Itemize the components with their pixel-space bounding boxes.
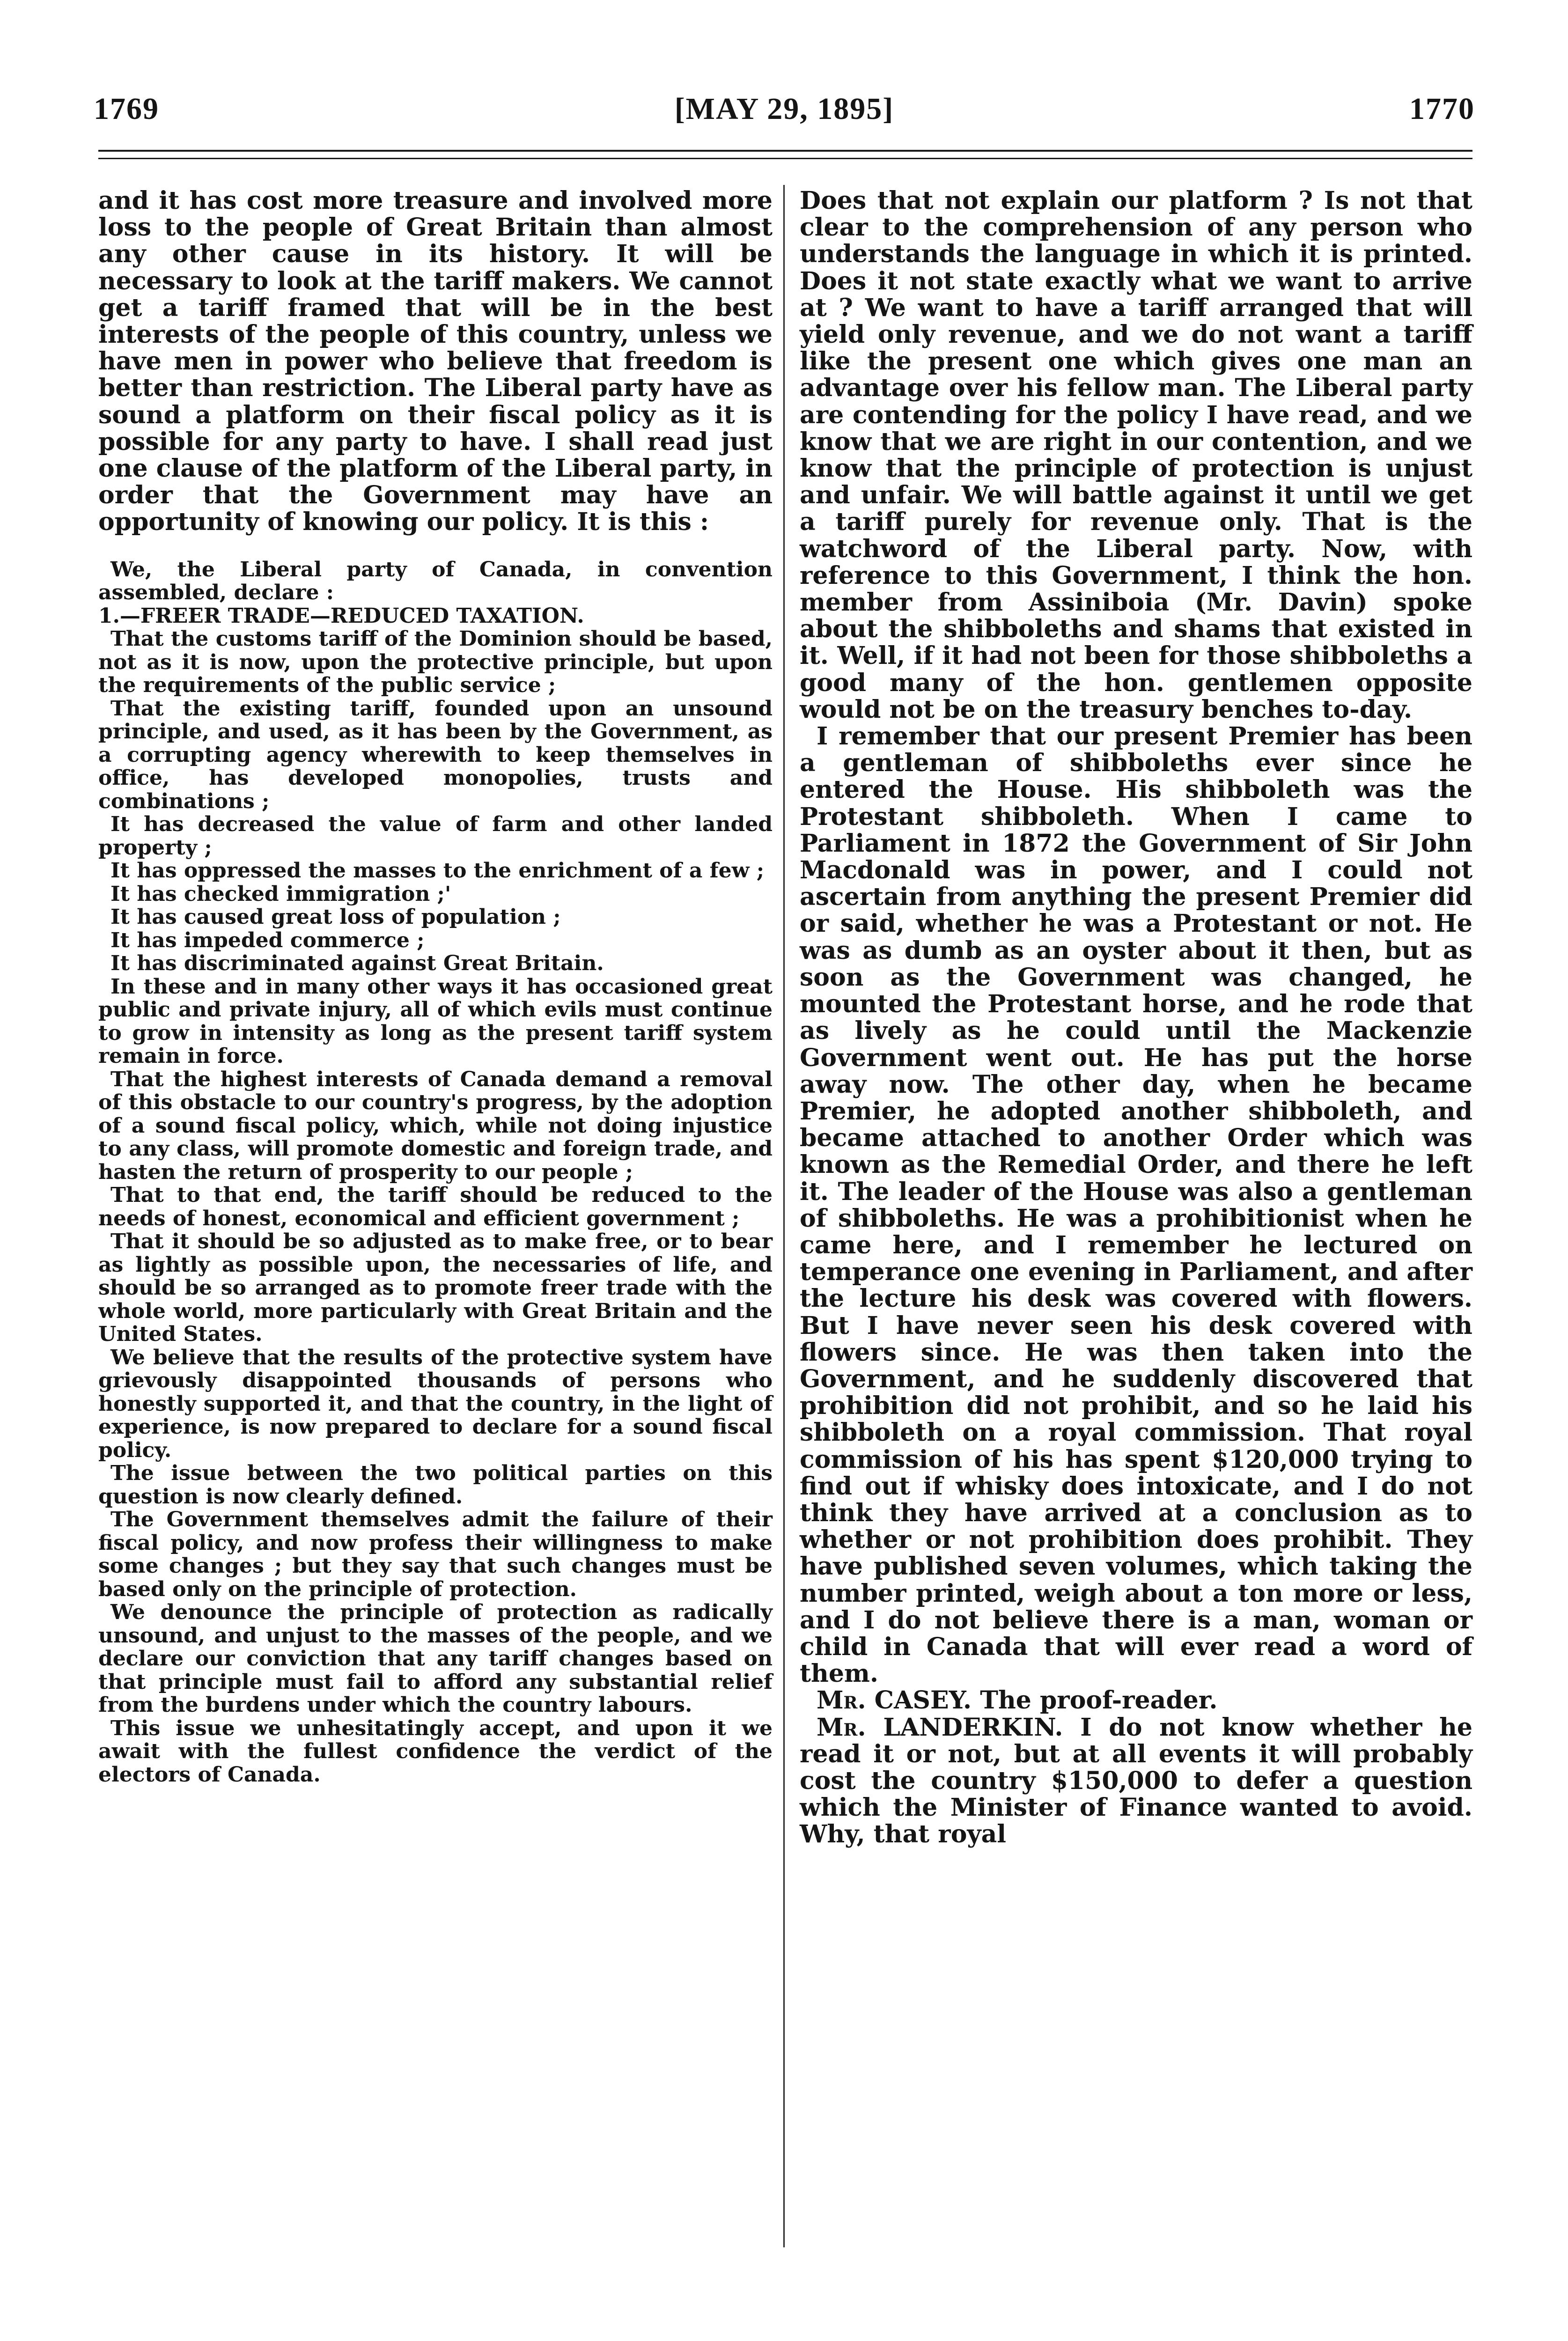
quote-heading: 1.—FREER TRADE—REDUCED TAXATION.: [98, 604, 584, 628]
speaker-name: Mr. CASEY.: [817, 1686, 972, 1715]
liberal-platform-quotation: [98, 558, 773, 1787]
left-column: [98, 187, 773, 1786]
quote-paragraph: We denounce the principle of protection as radically unsound, and unjust to the masses of the people, and we declare our conviction that any tariff changes based on that principle must fail to afford any substantial relief from the burdens under which the country labours.: [98, 1600, 773, 1717]
quote-intro: We, the Liberal party of Canada, in convention assembled, declare :: [98, 557, 773, 605]
speaker-text: The proof-reader.: [980, 1686, 1218, 1715]
quote-paragraph: It has decreased the value of farm and other landed property ;: [98, 812, 773, 860]
speech-continued: [98, 187, 773, 536]
speaker-text: I do not know whether he read it or not, but at all events it will probably cost the country $150,000 to defer a question which the Minister of Finance wanted to avoid. Why, that royal: [800, 1713, 1473, 1849]
quote-paragraph: This issue we unhesitatingly accept, and upon it we await with the fullest confidence the verdict of the electors of Canada.: [98, 1716, 773, 1787]
quote-paragraph: That it should be so adjusted as to make free, or to bear as lightly as possible upon, the necessaries of life, and should be so arranged as to promote freer trade with the whole world, more particularly with Great Britain and the United States.: [98, 1229, 773, 1347]
quote-paragraph: In these and in many other ways it has occasioned great public and private injury, all of which evils must continue to grow in intensity as long as the present tariff system remain in force.: [98, 974, 773, 1068]
quote-paragraph: That the customs tariff of the Dominion should be based, not as it is now, upon the protective principle, but upon the requirements of the public service ;: [98, 627, 773, 698]
quote-paragraph: It has impeded commerce ;: [110, 928, 425, 952]
quote-paragraph: That the highest interests of Canada demand a removal of this obstacle to our country's progress, by the adoption of a sound fiscal policy, which, while not doing injustice to any class, will promote domestic and foreign trade, and hasten the return of prosperity to our people ;: [98, 1067, 773, 1184]
quote-paragraph: It has checked immigration ;': [110, 882, 451, 906]
quote-paragraph: That the existing tariff, founded upon an unsound principle, and used, as it has been by the Government, as a corrupting agency wherewith to keep themselves in office, has developed monopolies, trusts and combinations ;: [98, 696, 773, 813]
speaker-name: Mr. LANDERKIN.: [817, 1713, 1063, 1742]
quote-paragraph: We believe that the results of the protective system have grievously disappointed thousands of persons who honestly supported it, and that the country, in the light of experience, is now prepared to declare for a sound fiscal policy.: [98, 1345, 773, 1462]
interjection: [800, 1687, 1472, 1714]
page-header: [94, 91, 1475, 143]
quote-paragraph: That to that end, the tariff should be reduced to the needs of honest, economical and efficient government ;: [98, 1183, 773, 1230]
speech-paragraph: and it has cost more treasure and involved more loss to the people of Great Britain than almost any other cause in its history. It will be necessary to look at the tariff makers. We cannot get a tariff framed that will be in the best interests of the people of this country, unless we have men in power who believe that freedom is better than restriction. The Liberal party have as sound a platform on their fiscal policy as it is possible for any party to have. I shall read just one clause of the platform of the Liberal party, in order that the Government may have an opportunity of knowing our policy. It is this :: [98, 186, 773, 537]
left-page-number: 1769: [94, 92, 159, 126]
column-divider: [783, 185, 785, 2247]
right-page-number: 1770: [1409, 92, 1475, 126]
speech-paragraph: [800, 1714, 1472, 1848]
quote-paragraph: It has caused great loss of population ;: [110, 905, 561, 929]
speech-paragraph: I remember that our present Premier has been a gentleman of shibboleths ever since he entered the House. His shibboleth was the Protestant shibboleth. When I came to Parliament in 1872 the Government of Sir John Macdonald was in power, and I could not ascertain from anything the present Premier did or said, whether he was a Protestant or not. He was as dumb as an oyster about it then, but as soon as the Government was changed, he mounted the Protestant horse, and he rode that as lively as he could until the Mackenzie Government went out. He has put the horse away now. The other day, when he became Premier, he adopted another shibboleth, and became attached to another Order which was known as the Remedial Order, and there he left it. The leader of the House was also a gentleman of shibboleths. He was a prohibitionist when he came here, and I remember he lectured on temperance one evening in Parliament, and after the lecture his desk was covered with flowers. But I have never seen his desk covered with flowers since. He was then taken into the Government, and he suddenly discovered that prohibition did not prohibit, and so he laid his shibboleth on a royal commission. That royal commission of his has spent $120,000 trying to find out if whisky does intoxicate, and I do not think they have arrived at a conclusion as to whether or not prohibition does prohibit. They have published seven volumes, which taking the number printed, weigh about a ton more or less, and I do not believe there is a man, woman or child in Canada that will ever read a word of them.: [800, 722, 1472, 1688]
speech-paragraph: Does that not explain our platform ? Is not that clear to the comprehension of any person who understands the language in which it is printed. Does it not state exactly what we want to arrive at ? We want to have a tariff arranged that will yield only revenue, and we do not want a tariff like the present one which gives one man an advantage over his fellow man. The Liberal party are contending for the policy I have read, and we know that we are right in our contention, and we know that the principle of protection is unjust and unfair. We will battle against it until we get a tariff purely for revenue only. That is the watchword of the Liberal party. Now, with reference to this Government, I think the hon. member from Assiniboia (Mr. Davin) spoke about the shibboleths and shams that existed in it. Well, if it had not been for those shibboleths a good many of the hon. gentlemen opposite would not be on the treasury benches to-day.: [800, 186, 1472, 724]
quote-paragraph: It has oppressed the masses to the enrichment of a few ;: [110, 859, 765, 883]
header-rule: [98, 150, 1472, 152]
quote-paragraph: It has discriminated against Great Britain.: [110, 951, 604, 976]
header-rule-secondary: [98, 158, 1472, 159]
right-column: [800, 187, 1472, 1848]
header-date: [MAY 29, 1895]: [674, 92, 894, 126]
quote-paragraph: The issue between the two political parties on this question is now clearly defined.: [98, 1461, 773, 1509]
quote-paragraph: The Government themselves admit the failure of their fiscal policy, and now profess their willingness to make some changes ; but they say that such changes must be based only on the principle of protection.: [98, 1508, 773, 1601]
